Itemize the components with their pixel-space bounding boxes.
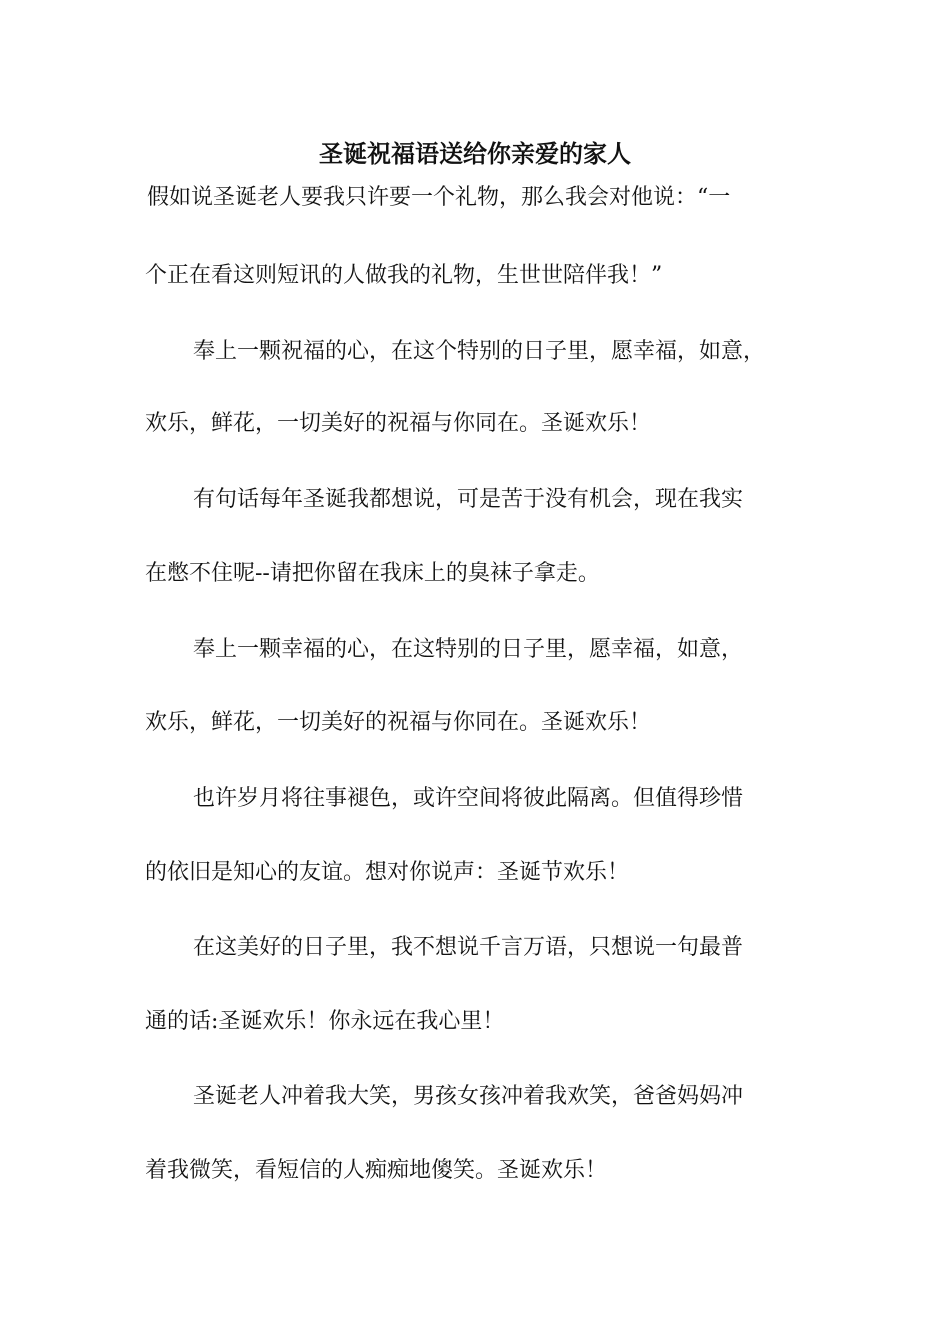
paragraph-6-line-2: 通的话:圣诞欢乐！你永远在我心里！ <box>145 1009 505 1034</box>
paragraph-5-line-2: 的依旧是知心的友谊。想对你说声：圣诞节欢乐！ <box>145 860 630 885</box>
paragraph-2-line-2: 欢乐，鲜花，一切美好的祝福与你同在。圣诞欢乐！ <box>145 411 652 436</box>
paragraph-1-line-1: 假如说圣诞老人要我只许要一个礼物，那么我会对他说：“一 <box>147 185 731 210</box>
paragraph-2-line-1: 奉上一颗祝福的心，在这个特别的日子里，愿幸福，如意， <box>193 339 766 364</box>
paragraph-4-line-1: 奉上一颗幸福的心，在这特别的日子里，愿幸福，如意， <box>193 637 744 662</box>
page-title: 圣诞祝福语送给你亲爱的家人 <box>319 139 631 168</box>
paragraph-7-line-2: 着我微笑，看短信的人痴痴地傻笑。圣诞欢乐！ <box>145 1158 608 1183</box>
paragraph-3-line-2: 在憋不住呢--请把你留在我床上的臭袜子拿走。 <box>145 561 600 586</box>
paragraph-3-line-1: 有句话每年圣诞我都想说，可是苦于没有机会，现在我实 <box>193 487 744 512</box>
paragraph-6-line-1: 在这美好的日子里，我不想说千言万语，只想说一句最普 <box>193 935 744 960</box>
paragraph-1-line-2: 个正在看这则短讯的人做我的礼物，生世世陪伴我！” <box>145 263 663 288</box>
paragraph-7-line-1: 圣诞老人冲着我大笑，男孩女孩冲着我欢笑，爸爸妈妈冲 <box>193 1084 744 1109</box>
paragraph-4-line-2: 欢乐，鲜花，一切美好的祝福与你同在。圣诞欢乐！ <box>145 710 652 735</box>
paragraph-5-line-1: 也许岁月将往事褪色，或许空间将彼此隔离。但值得珍惜 <box>193 786 744 811</box>
